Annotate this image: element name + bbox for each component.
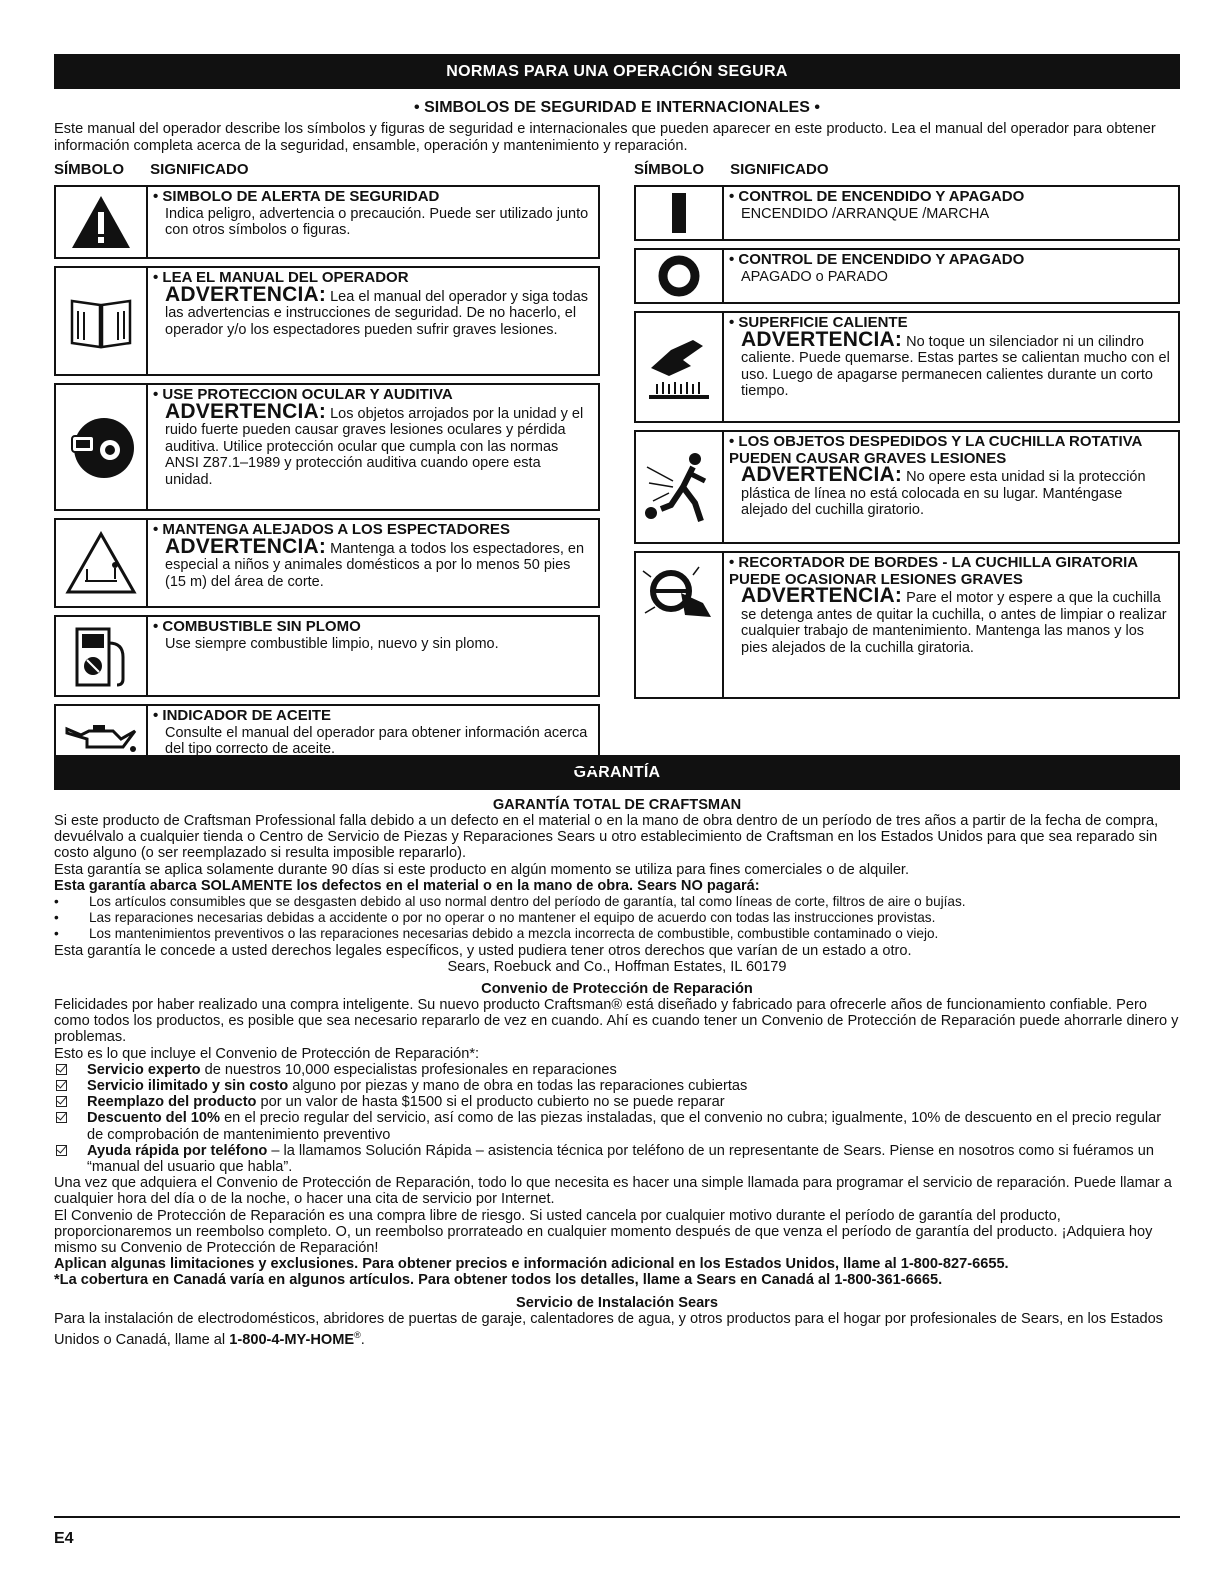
symbol-row bbox=[634, 551, 1180, 699]
column-header bbox=[54, 161, 600, 185]
symbol-row bbox=[54, 518, 600, 608]
rotating-blade-icon bbox=[636, 553, 724, 697]
symbol-row bbox=[634, 430, 1180, 544]
symbol-description: Use siempre combustible limpio, nuevo y sin plomo. bbox=[165, 635, 499, 652]
warranty-exclusions-heading: Esta garantía abarca SOLAMENTE los defectos en el material o en la mano de obra. Sears NO pagará: bbox=[54, 877, 760, 894]
install-text: Para la instalación de electrodomésticos, abridores de puertas de garaje, calentadores de agua, y otros productos para el hogar por profesionales de Sears, en los Estados Unidos o Canadá, llame al bbox=[54, 1310, 1163, 1348]
item-text: – la llamamos Solución Rápida – asistencia técnica por teléfono de un representante de Sears. Piense en nosotros como si fuéramos un “manual del usuario que habla”. bbox=[87, 1142, 1154, 1176]
symbol-description: No toque un silenciador ni un cilindro caliente. Puede quemarse. Estas partes se calientan mucho con el uso. Luego de apagarse permanecen calientes durante un corto tiempo. bbox=[741, 333, 1170, 399]
list-item-text: Los artículos consumibles que se desgasten debido al uso normal dentro del período de garantía, tal como líneas de corte, filtros de aire o bujías. bbox=[89, 894, 966, 910]
symbol-title: • MANTENGA ALEJADOS A LOS ESPECTADORES bbox=[153, 521, 510, 538]
symbol-title: • RECORTADOR DE BORDES - LA CUCHILLA GIRATORIA PUEDE OCASIONAR LESIONES GRAVES bbox=[729, 554, 1138, 588]
symbol-title: • SUPERFICIE CALIENTE bbox=[729, 314, 908, 331]
registered-mark: ® bbox=[354, 1329, 361, 1340]
list-item bbox=[54, 1078, 1180, 1094]
symbol-description: Indica peligro, advertencia o precaución. Puede ser utilizado junto con otros símbolos o figuras. bbox=[165, 205, 589, 238]
symbol-description: Pare el motor y espere a que la cuchilla se detenga antes de quitar la cuchilla, o antes de limpiar o realizar cualquier trabajo de mantenimiento. Mantenga las manos y los pies alejados de la cuchilla giratoria. bbox=[741, 590, 1167, 656]
install-paragraph bbox=[54, 1311, 1180, 1348]
symbol-row bbox=[634, 185, 1180, 241]
repair-title: Convenio de Protección de Reparación bbox=[481, 981, 753, 998]
symbol-row bbox=[54, 615, 600, 697]
safety-alert-triangle-icon bbox=[56, 187, 148, 257]
list-item-text: Las reparaciones necesarias debidas a accidente o por no operar o no mantener el equipo de acuerdo con todas las instrucciones provistas. bbox=[89, 910, 936, 926]
symbol-title: • INDICADOR DE ACEITE bbox=[153, 707, 332, 724]
operator-manual-book-icon bbox=[56, 268, 148, 374]
symbol-row bbox=[634, 248, 1180, 304]
list-item: • Los mantenimientos preventivos o las reparaciones necesarias debido a mezcla incorrecta de combustible, combustible contaminado o viejo. bbox=[54, 926, 939, 942]
item-text: alguno por piezas y mano de obra en todas las reparaciones cubiertas bbox=[288, 1078, 748, 1095]
keep-bystanders-away-icon bbox=[56, 520, 148, 606]
symbol-description: ENCENDIDO /ARRANQUE /MARCHA bbox=[741, 205, 990, 222]
list-item: • Las reparaciones necesarias debidas a accidente o por no operar o no mantener el equipo de acuerdo con todas las instrucciones provistas. bbox=[54, 910, 936, 926]
list-item bbox=[54, 1094, 1180, 1110]
column-header bbox=[634, 161, 1180, 185]
symbol-row bbox=[54, 383, 600, 511]
symbol-description: Los objetos arrojados por la unidad y el ruido fuerte pueden causar graves lesiones oculares y pérdida auditiva. Utilice protección ocular que cumpla con las normas ANSI Z87.1–1989 y protección auditiva cuando opere esta unidad. bbox=[165, 405, 584, 488]
warning-label: ADVERTENCIA: bbox=[165, 399, 327, 423]
repair-paragraph: El Convenio de Protección de Reparación es una compra libre de riesgo. Si usted cancela por cualquier motivo durante el período de garantía del producto, proporcionaremos un reembolso completo. O, un reembolso prorrateado en cualquier momento después de que venza el período de garantía del producto. ¡Adquiera hoy mismo su Convenio de Protección de Reparación! bbox=[54, 1207, 1153, 1257]
hot-surface-icon bbox=[636, 313, 724, 421]
symbol-description: No opere esta unidad si la protección plástica de línea no está colocada en su lugar. Manténgase alejado del cuchilla giratorio. bbox=[741, 469, 1146, 518]
warning-label: ADVERTENCIA: bbox=[741, 327, 903, 351]
warning-label: ADVERTENCIA: bbox=[741, 584, 903, 607]
symbol-title: • COMBUSTIBLE SIN PLOMO bbox=[153, 618, 361, 635]
repair-paragraph: Felicidades por haber realizado una compra inteligente. Su nuevo producto Craftsman® está diseñado y fabricado para ofrecerle años de funcionamiento confiable. Pero como todos los productos, es posible que sea necesario repararlo de vez en cuando. Ahí es cuando tener un Convenio de Protección de Reparación puede ahorrarle dinero y problemas. bbox=[54, 997, 1179, 1046]
item-text: en el precio regular del servicio, así como de las piezas instaladas, que el convenio no cubra; igualmente, 10% de descuento en el precio regular de comprobación de mantenimiento preventivo bbox=[87, 1110, 1162, 1143]
symbol-description: Mantenga a todos los espectadores, en especial a niños y animales domésticos a por lo menos 50 pies (15 m) del área de corte. bbox=[165, 540, 585, 590]
item-bold: Descuento del 10% bbox=[87, 1110, 221, 1127]
thrown-objects-icon bbox=[636, 432, 724, 542]
symbol-row bbox=[54, 266, 600, 376]
repair-paragraph: Esto es lo que incluye el Convenio de Protección de Reparación*: bbox=[54, 1045, 480, 1062]
warranty-banner: GARANTÍA bbox=[54, 755, 1180, 790]
warranty-paragraph: Si este producto de Craftsman Professional falla debido a un defecto en el material o en la mano de obra dentro de un período de tres años a partir de la fecha de compra, devuélvalo a cualquier tienda o Centro de Servicio de Piezas y Reparaciones Sears u otro establecimiento de Craftsman en los Estados Unidos para que sea reparado sin costo alguno (o ser reemplazado si resulta imposible repararlo). bbox=[54, 813, 1159, 862]
power-on-icon bbox=[636, 187, 724, 239]
symbol-row bbox=[634, 311, 1180, 423]
checkbox-icon bbox=[56, 1064, 67, 1075]
item-text: por un valor de hasta $1500 si el producto cubierto no se puede reparar bbox=[256, 1094, 725, 1111]
repair-canada-contact: *La cobertura en Canadá varía en algunos artículos. Para obtener todos los detalles, llame a Sears en Canadá al 1-800-361-6665. bbox=[54, 1272, 943, 1289]
item-bold: Ayuda rápida por teléfono bbox=[87, 1142, 268, 1159]
install-title: Servicio de Instalación Sears bbox=[516, 1294, 718, 1311]
col-meaning-label: SIGNIFICADO bbox=[150, 161, 249, 178]
checkbox-icon bbox=[56, 1112, 67, 1123]
sears-address: Sears, Roebuck and Co., Hoffman Estates, IL 60179 bbox=[447, 958, 787, 975]
symbol-title: • SIMBOLO DE ALERTA DE SEGURIDAD bbox=[153, 188, 440, 205]
warranty-title: GARANTÍA TOTAL DE CRAFTSMAN bbox=[492, 797, 742, 813]
symbol-title: • LEA EL MANUAL DEL OPERADOR bbox=[153, 269, 409, 286]
power-off-icon bbox=[636, 250, 724, 302]
symbol-row bbox=[54, 185, 600, 259]
checkbox-icon bbox=[56, 1096, 67, 1107]
symbol-title: • CONTROL DE ENCENDIDO Y APAGADO bbox=[729, 188, 1025, 205]
symbols-left-column bbox=[54, 161, 600, 777]
install-end: . bbox=[360, 1331, 365, 1348]
page bbox=[54, 54, 1180, 1348]
warning-label: ADVERTENCIA: bbox=[165, 534, 327, 558]
symbols-right-column bbox=[634, 161, 1180, 706]
symbols-intro: Este manual del operador describe los símbolos y figuras de seguridad e internacionales que pueden aparecer en este producto. Lea el manual del operador para obtener información completa acerca de la seguridad, ensamble, operación y mantenimiento y reparación. bbox=[54, 121, 1156, 154]
col-symbol-label: SÍMBOLO bbox=[54, 161, 124, 178]
symbols-table bbox=[54, 161, 1180, 757]
list-item bbox=[54, 1143, 1180, 1175]
list-item: • Los artículos consumibles que se desgasten debido al uso normal dentro del período de garantía, tal como líneas de corte, filtros de aire o bujías. bbox=[54, 894, 966, 910]
checkbox-icon bbox=[56, 1145, 67, 1156]
symbol-row bbox=[54, 704, 600, 770]
repair-paragraph: Una vez que adquiera el Convenio de Protección de Reparación, todo lo que necesita es hacer una simple llamada para programar el servicio de reparación. Puede llamar a cualquier hora del día o de la noche, o hacer una cita de servicio por Internet. bbox=[54, 1175, 1172, 1208]
symbol-description: Consulte el manual del operador para obtener información acerca del tipo correcto de aceite. bbox=[165, 724, 588, 757]
warning-label: ADVERTENCIA: bbox=[165, 282, 327, 306]
symbol-title: • CONTROL DE ENCENDIDO Y APAGADO bbox=[729, 251, 1025, 268]
symbol-description: APAGADO o PARADO bbox=[741, 268, 888, 285]
col-meaning-label: SIGNIFICADO bbox=[730, 161, 829, 178]
symbol-description: Lea el manual del operador y siga todas las advertencias e instrucciones de seguridad. De no hacerlo, el operador y/o los espectadores pueden sufrir graves lesiones. bbox=[165, 288, 589, 338]
item-bold: Reemplazo del producto bbox=[87, 1094, 257, 1111]
symbol-title: • LOS OBJETOS DESPEDIDOS Y LA CUCHILLA ROTATIVA PUEDEN CAUSAR GRAVES LESIONES bbox=[729, 433, 1142, 467]
repair-us-contact: Aplican algunas limitaciones y exclusiones. Para obtener precios e información adicional en los Estados Unidos, llame al 1-800-827-6655. bbox=[54, 1256, 1009, 1273]
symbols-subtitle: • SIMBOLOS DE SEGURIDAD E INTERNACIONALES • bbox=[414, 99, 820, 116]
safety-banner: NORMAS PARA UNA OPERACIÓN SEGURA bbox=[54, 54, 1180, 89]
eye-ear-protection-icon bbox=[56, 385, 148, 509]
list-item bbox=[54, 1110, 1180, 1142]
list-item-text: Los mantenimientos preventivos o las reparaciones necesarias debido a mezcla incorrecta de combustible, combustible contaminado o viejo. bbox=[89, 926, 939, 942]
oil-can-icon bbox=[56, 706, 148, 768]
warranty-paragraph: Esta garantía se aplica solamente durante 90 días si este producto en algún momento se utiliza para fines comerciales o de alquiler. bbox=[54, 861, 910, 878]
list-item bbox=[54, 1062, 1180, 1078]
fuel-pump-icon bbox=[56, 617, 148, 695]
footer-rule bbox=[54, 1516, 1180, 1518]
item-text: de nuestros 10,000 especialistas profesionales en reparaciones bbox=[200, 1061, 617, 1078]
checkbox-icon bbox=[56, 1080, 67, 1091]
item-bold: Servicio ilimitado y sin costo bbox=[87, 1078, 289, 1095]
install-phone: 1-800-4-MY-HOME bbox=[229, 1331, 355, 1348]
warranty-paragraph: Esta garantía le concede a usted derechos legales específicos, y usted pudiera tener otros derechos que varían de un estado a otro. bbox=[54, 942, 912, 959]
col-symbol-label: SÍMBOLO bbox=[634, 161, 704, 178]
symbol-title: • USE PROTECCION OCULAR Y AUDITIVA bbox=[153, 386, 453, 403]
page-number: E4 bbox=[54, 1530, 74, 1547]
item-bold: Servicio experto bbox=[87, 1061, 201, 1078]
warning-label: ADVERTENCIA: bbox=[741, 463, 903, 486]
